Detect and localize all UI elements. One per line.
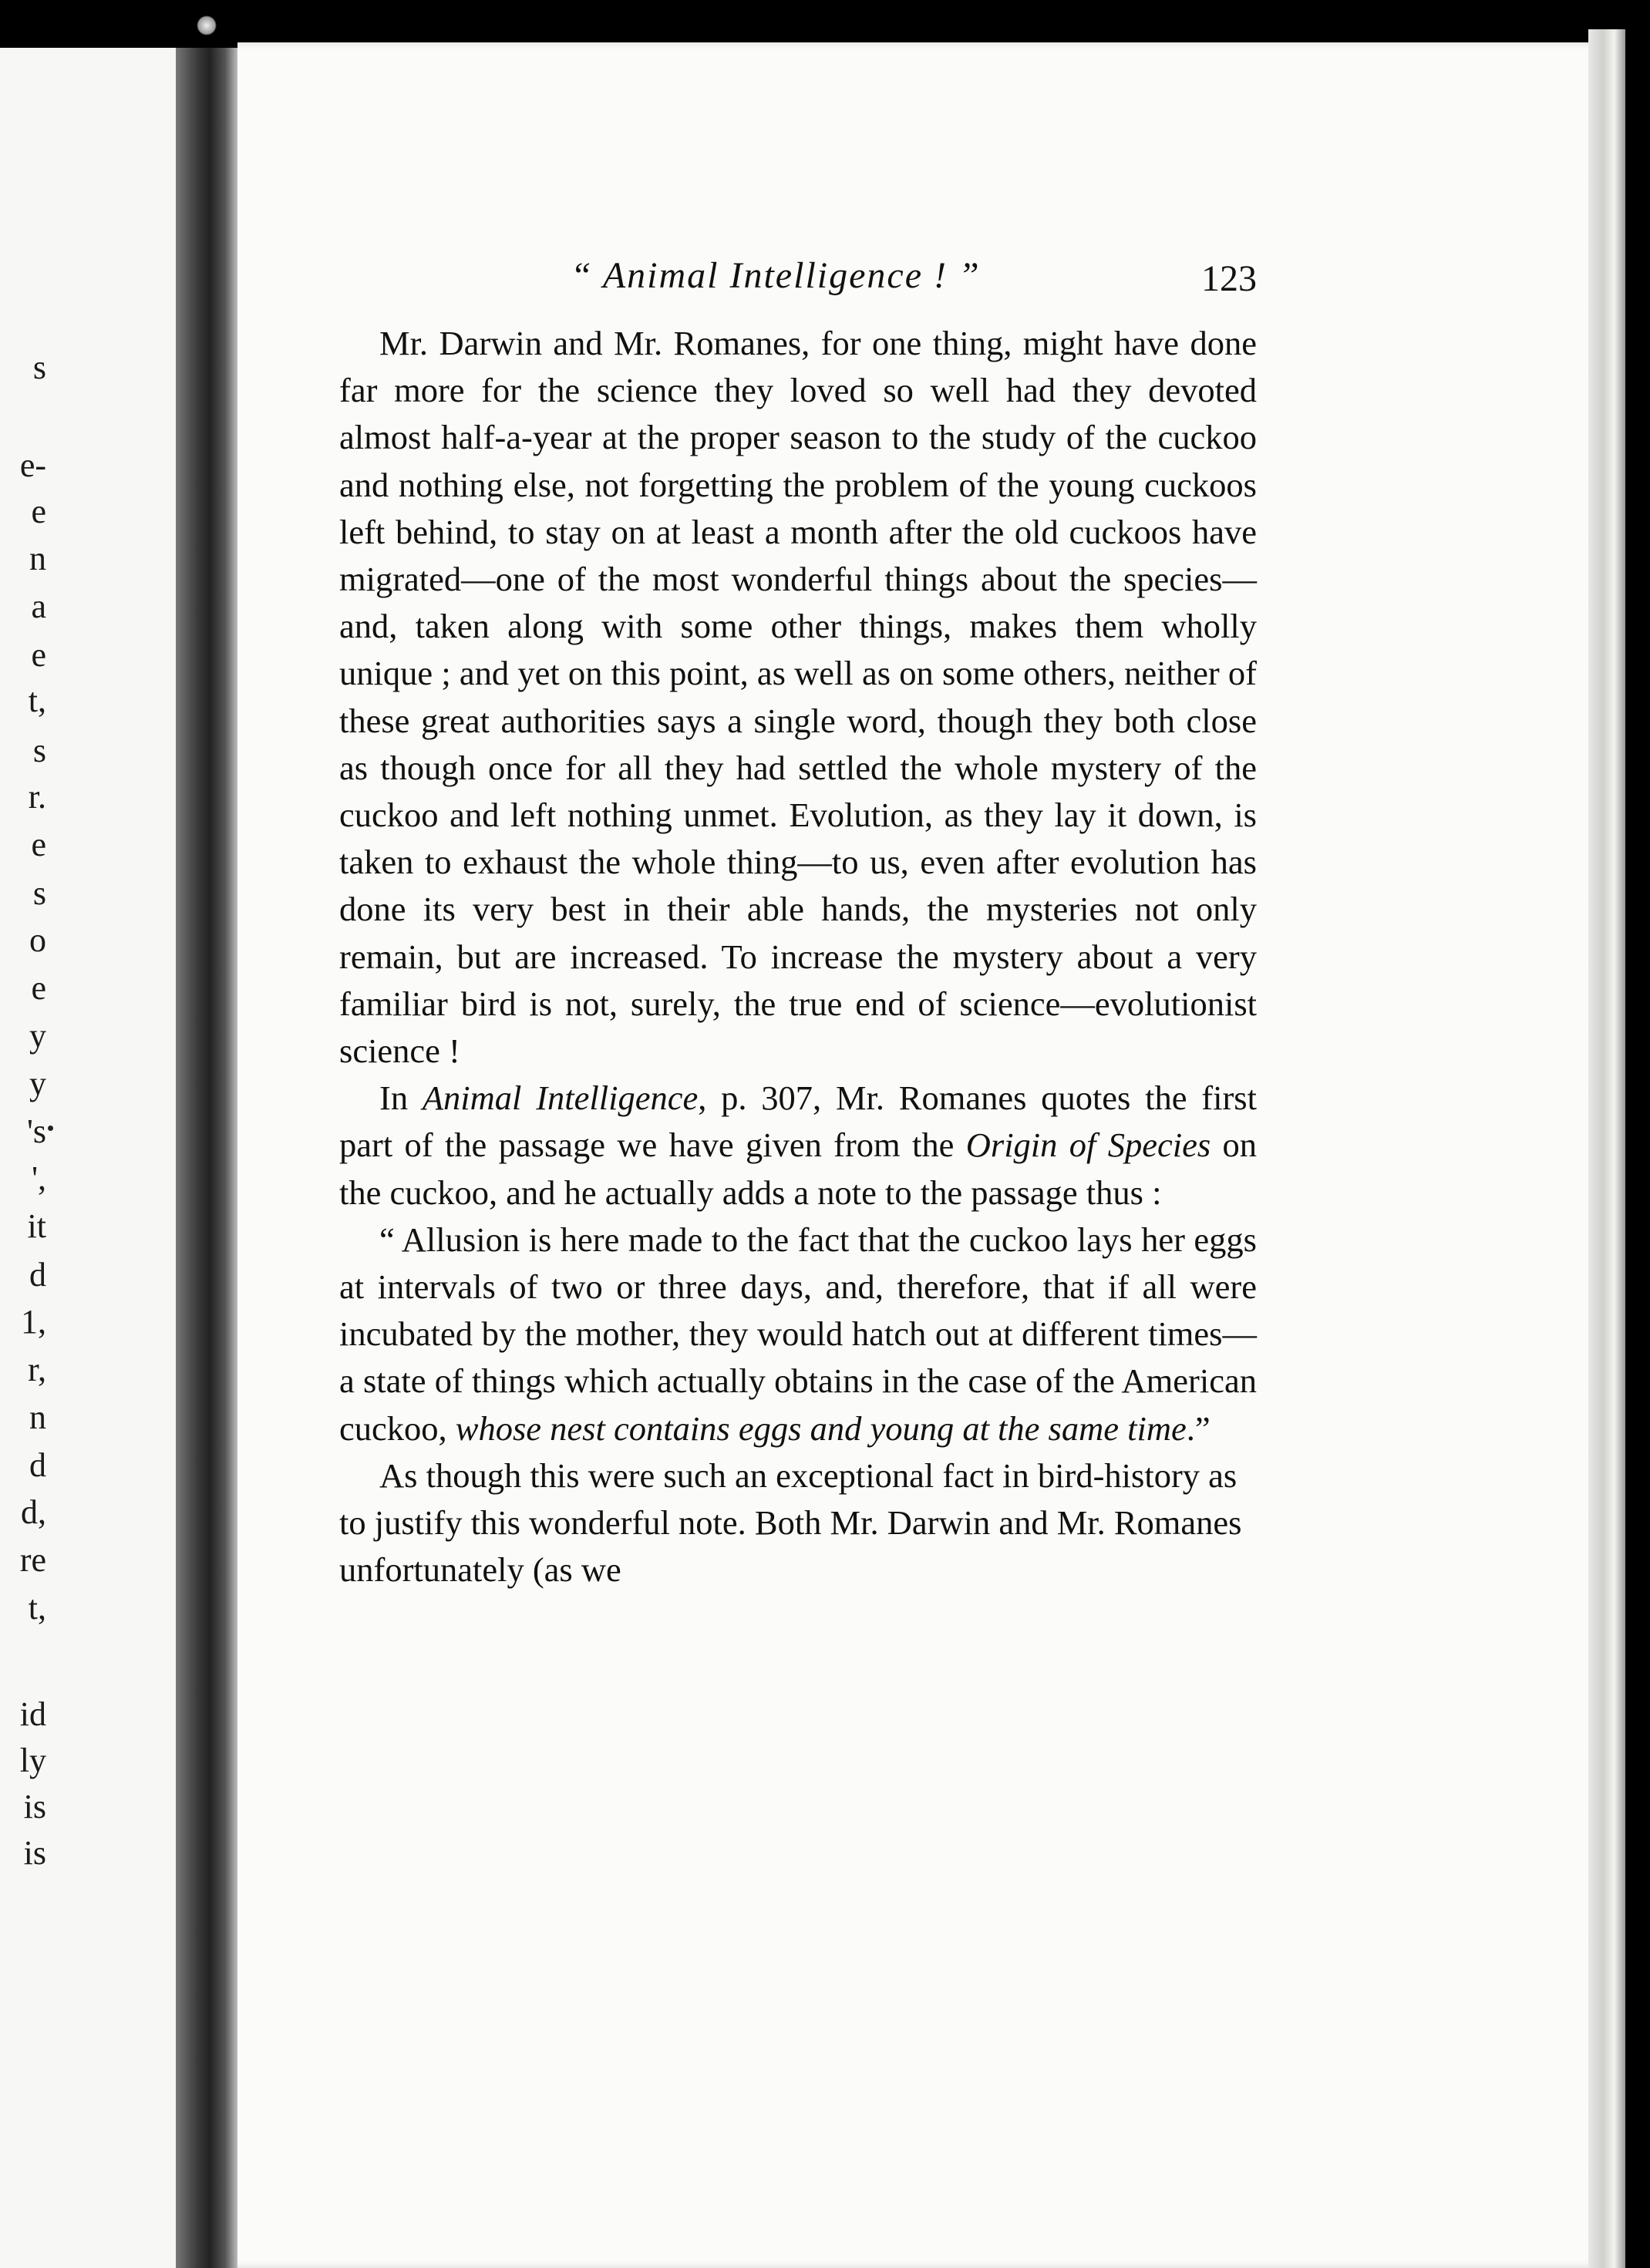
left-fragment: d [29, 1256, 46, 1294]
left-fragment: s [32, 732, 46, 769]
left-page-text-fragments [0, 48, 46, 2268]
left-fragment: y [29, 1065, 46, 1102]
scan-speck [197, 15, 217, 35]
ink-dot [48, 1126, 53, 1131]
left-fragment: e [31, 636, 46, 674]
left-fragment: o [29, 921, 46, 959]
left-fragment: id [19, 1695, 46, 1733]
text-segment: on the cuckoo, and he actually adds a note to the passage thus : [339, 1126, 1257, 1212]
text-segment: In [379, 1078, 423, 1118]
left-fragment: it [27, 1207, 46, 1245]
left-fragment: d, [21, 1493, 46, 1531]
left-fragment: s [32, 874, 46, 912]
running-head [339, 254, 1257, 308]
text-segment: As though this were such an exceptional fact in bird-history as to justify this wonderful note. Both Mr. Darwin and Mr. Romanes unfortunately (as we [339, 1455, 1242, 1590]
left-fragment: y [29, 1017, 46, 1055]
left-fragment: e [31, 969, 46, 1007]
left-fragment: ly [19, 1741, 46, 1779]
left-fragment: t, [28, 681, 46, 719]
body-text [339, 320, 1257, 1593]
paragraph [339, 1452, 1257, 1594]
quotation-paragraph [339, 1216, 1257, 1452]
left-fragment: 1, [21, 1303, 46, 1341]
left-fragment: 's [26, 1112, 46, 1150]
book-gutter [176, 48, 237, 2268]
text-segment: Mr. Darwin and Mr. Romanes, for one thing, might have done far more for the science they loved so well had they devoted almost half-a-year at the proper season to the study of the cuckoo and nothing else, not forgetting the problem of the young cuckoos left behind, to stay on at least a month after the old cuckoos have migrated—one of the most wonderful things about the species—and, taken along with some other things, makes them wholly unique ; and yet on this point, as well as on some others, neither of these great authorities says a single word, though they both close as though once for all they had settled the whole mystery of the cuckoo and left nothing unmet. Evolution, as they lay it down, is taken to exhaust the whole thing—to us, even after evolution has done its very best in their able hands, the mysteries not only remain, but are increased. To increase the mystery about a very familiar bird is not, surely, the true end of science—evolutionist science ! [339, 324, 1257, 1071]
paragraph [339, 1075, 1257, 1216]
left-fragment: e [31, 493, 46, 530]
left-fragment: re [19, 1541, 46, 1579]
left-fragment: r. [28, 778, 46, 816]
text-segment: , p. 307, Mr. Romanes quotes the first part of the passage we have given from the [339, 1078, 1257, 1165]
left-fragment: is [23, 1834, 46, 1872]
left-fragment: d [29, 1446, 46, 1484]
page-number: 123 [1201, 258, 1257, 299]
running-title: “ Animal Intelligence ! ” [571, 255, 981, 296]
left-fragment: s [32, 348, 46, 386]
page-edge [1588, 29, 1625, 2268]
text-segment: “ Allusion is here made to the fact that the cuckoo lays her eggs at intervals of two or three days, and, therefore, that if all were incubated by the mother, they would hatch out at different times—a state of things which actually obtains in the case of the American cuckoo, [339, 1220, 1257, 1448]
italic-emphasis: whose nest contains eggs and young at the same time [455, 1408, 1187, 1448]
left-fragment: ', [32, 1159, 46, 1197]
text-segment: .” [1186, 1408, 1211, 1448]
left-fragment: n [29, 1398, 46, 1436]
left-fragment: n [29, 540, 46, 577]
left-page-fragment [0, 48, 176, 2268]
paragraph [339, 320, 1257, 1075]
italic-title: Origin of Species [965, 1126, 1211, 1165]
left-fragment: t, [28, 1589, 46, 1627]
italic-title: Animal Intelligence [422, 1078, 699, 1118]
left-fragment: a [31, 587, 46, 625]
left-fragment: is [23, 1788, 46, 1826]
left-fragment: e [31, 826, 46, 863]
left-fragment: e- [19, 446, 46, 484]
left-fragment: r, [28, 1351, 46, 1388]
